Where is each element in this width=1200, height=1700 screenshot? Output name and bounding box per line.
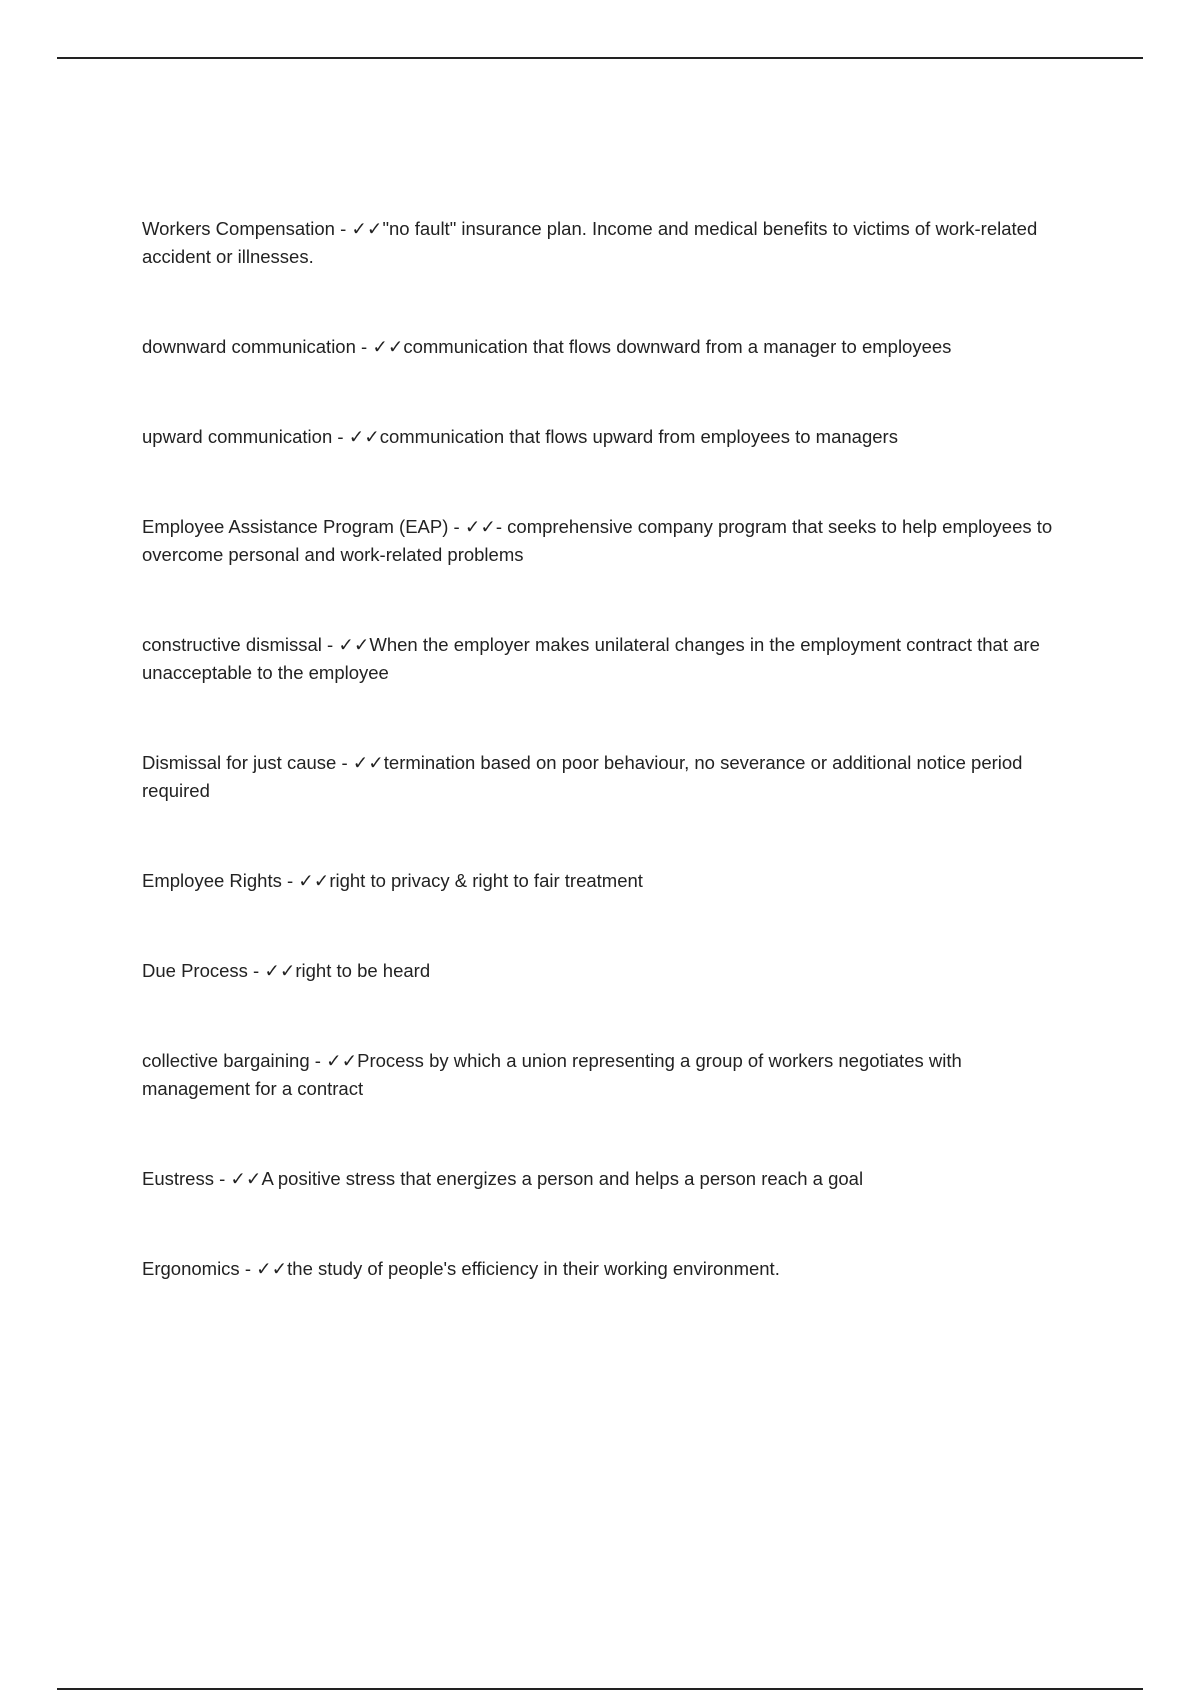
check-marks: ✓✓ — [338, 634, 370, 655]
entry-term: Workers Compensation — [142, 218, 335, 239]
entry-constructive-dismissal — [142, 631, 1062, 687]
entry-definition: right to be heard — [295, 960, 431, 981]
top-rule — [57, 57, 1143, 59]
entry-definition: right to privacy & right to fair treatment — [329, 870, 643, 891]
entry-separator: - — [321, 634, 339, 655]
entry-due-process — [142, 957, 1062, 985]
entry-definition: the study of people's efficiency in their working environment. — [287, 1258, 780, 1279]
entry-term: collective bargaining — [142, 1050, 310, 1071]
bottom-rule — [57, 1688, 1143, 1690]
check-marks: ✓✓ — [348, 426, 380, 447]
entry-employee-assistance-program — [142, 513, 1062, 569]
entry-definition: A positive stress that energizes a person and helps a person reach a goal — [261, 1168, 864, 1189]
entry-ergonomics — [142, 1255, 1062, 1283]
check-marks: ✓✓ — [464, 516, 496, 537]
check-marks: ✓✓ — [256, 1258, 288, 1279]
entry-definition: termination based on poor behaviour, no severance or additional notice period required — [142, 752, 1023, 801]
entry-dismissal-for-just-cause — [142, 749, 1062, 805]
entry-collective-bargaining — [142, 1047, 1062, 1103]
entry-term: constructive dismissal — [142, 634, 322, 655]
check-marks: ✓✓ — [351, 218, 383, 239]
entry-definition: communication that flows downward from a manager to employees — [403, 336, 952, 357]
entry-workers-compensation — [142, 215, 1062, 271]
entry-term: Employee Assistance Program (EAP) — [142, 516, 449, 537]
entry-separator: - — [355, 336, 373, 357]
check-marks: ✓✓ — [352, 752, 384, 773]
entry-term: downward communication — [142, 336, 356, 357]
check-marks: ✓✓ — [326, 1050, 358, 1071]
entry-separator: - — [336, 752, 353, 773]
entry-eustress — [142, 1165, 1062, 1193]
entry-separator: - — [332, 426, 349, 447]
entry-term: Due Process — [142, 960, 248, 981]
entry-separator: - — [213, 1168, 231, 1189]
check-marks: ✓✓ — [230, 1168, 262, 1189]
entry-upward-communication — [142, 423, 1062, 451]
check-marks: ✓✓ — [264, 960, 296, 981]
entry-definition: communication that flows upward from employees to managers — [379, 426, 898, 447]
entry-separator: - — [281, 870, 299, 891]
entry-separator: - — [239, 1258, 257, 1279]
entry-term: Eustress — [142, 1168, 214, 1189]
entry-definition: When the employer makes unilateral changes in the employment contract that are unacceptable to the employee — [142, 634, 1040, 683]
entry-term: Ergonomics — [142, 1258, 240, 1279]
entry-downward-communication — [142, 333, 1062, 361]
entry-separator: - — [247, 960, 265, 981]
entry-separator: - — [448, 516, 465, 537]
entry-separator: - — [309, 1050, 327, 1071]
check-marks: ✓✓ — [298, 870, 330, 891]
entry-definition: - comprehensive company program that seeks to help employees to overcome personal and work-related problems — [142, 516, 1053, 565]
entry-separator: - — [334, 218, 352, 239]
entry-definition: "no fault" insurance plan. Income and medical benefits to victims of work-related accident or illnesses. — [142, 218, 1038, 267]
check-marks: ✓✓ — [372, 336, 404, 357]
flashcard-list — [142, 215, 1062, 1283]
entry-term: Employee Rights — [142, 870, 282, 891]
entry-term: Dismissal for just cause — [142, 752, 337, 773]
entry-term: upward communication — [142, 426, 333, 447]
entry-employee-rights — [142, 867, 1062, 895]
entry-definition: Process by which a union representing a group of workers negotiates with management for a contract — [142, 1050, 962, 1099]
